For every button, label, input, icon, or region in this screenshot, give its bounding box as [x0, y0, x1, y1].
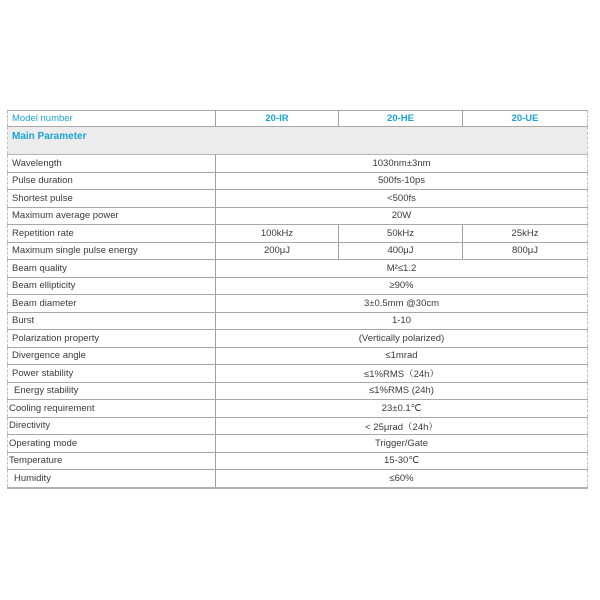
row-label: Shortest pulse	[8, 190, 216, 208]
model-number-label: Model number	[8, 111, 216, 127]
row-value: 1030nm±3nm	[216, 155, 588, 173]
table-row	[8, 225, 588, 243]
row-label: Polarization property	[8, 330, 216, 348]
table-row	[8, 382, 588, 400]
row-label: Maximum average power	[8, 207, 216, 225]
row-label: Energy stability	[8, 382, 216, 400]
model-20-he: 20-HE	[339, 111, 463, 127]
row-value: <500fs	[216, 190, 588, 208]
row-value: (Vertically polarized)	[216, 330, 588, 348]
row-value: 1-10	[216, 312, 588, 330]
table-row	[8, 295, 588, 313]
table-row	[8, 312, 588, 330]
row-label: Wavelength	[8, 155, 216, 173]
table-row	[8, 347, 588, 365]
table-row	[8, 365, 588, 383]
table-row	[8, 470, 588, 488]
row-label: Beam quality	[8, 260, 216, 278]
row-value: 15-30℃	[216, 452, 588, 470]
row-value: 50kHz	[339, 225, 463, 243]
row-label: Humidity	[8, 470, 216, 488]
row-value: < 25μrad（24h）	[216, 417, 588, 435]
row-value: ≤1%RMS (24h)	[216, 382, 588, 400]
row-label: Pulse duration	[8, 172, 216, 190]
table-row	[8, 190, 588, 208]
row-value: 3±0.5mm @30cm	[216, 295, 588, 313]
row-label: Beam diameter	[8, 295, 216, 313]
spec-table	[7, 110, 588, 489]
table-row	[8, 277, 588, 295]
table-row	[8, 155, 588, 173]
row-value: 400μJ	[339, 242, 463, 260]
row-label: Repetition rate	[8, 225, 216, 243]
row-label: Divergence angle	[8, 347, 216, 365]
row-value: 200μJ	[216, 242, 339, 260]
row-value: Trigger/Gate	[216, 435, 588, 453]
row-value: 800μJ	[463, 242, 588, 260]
section-row	[8, 127, 588, 155]
row-label: Power stability	[8, 365, 216, 383]
table-row	[8, 400, 588, 418]
row-value: 23±0.1℃	[216, 400, 588, 418]
model-20-ue: 20-UE	[463, 111, 588, 127]
table-row	[8, 417, 588, 435]
row-value: ≥90%	[216, 277, 588, 295]
section-title: Main Parameter	[8, 127, 588, 155]
table-row	[8, 207, 588, 225]
table-row	[8, 242, 588, 260]
row-label: Temperature	[8, 452, 216, 470]
row-label: Maximum single pulse energy	[8, 242, 216, 260]
row-label: Operating mode	[8, 435, 216, 453]
row-label: Burst	[8, 312, 216, 330]
row-value: 100kHz	[216, 225, 339, 243]
header-row	[8, 111, 588, 127]
row-label: Directivity	[8, 417, 216, 435]
row-value: M²≤1.2	[216, 260, 588, 278]
table-row	[8, 435, 588, 453]
row-value: ≤1%RMS（24h）	[216, 365, 588, 383]
table-row	[8, 452, 588, 470]
row-value: ≤60%	[216, 470, 588, 488]
row-value: ≤1mrad	[216, 347, 588, 365]
table-row	[8, 330, 588, 348]
table-row	[8, 172, 588, 190]
row-value: 500fs-10ps	[216, 172, 588, 190]
table-row	[8, 260, 588, 278]
row-label: Cooling requirement	[8, 400, 216, 418]
row-label: Beam ellipticity	[8, 277, 216, 295]
model-20-ir: 20-IR	[216, 111, 339, 127]
row-value: 25kHz	[463, 225, 588, 243]
row-value: 20W	[216, 207, 588, 225]
